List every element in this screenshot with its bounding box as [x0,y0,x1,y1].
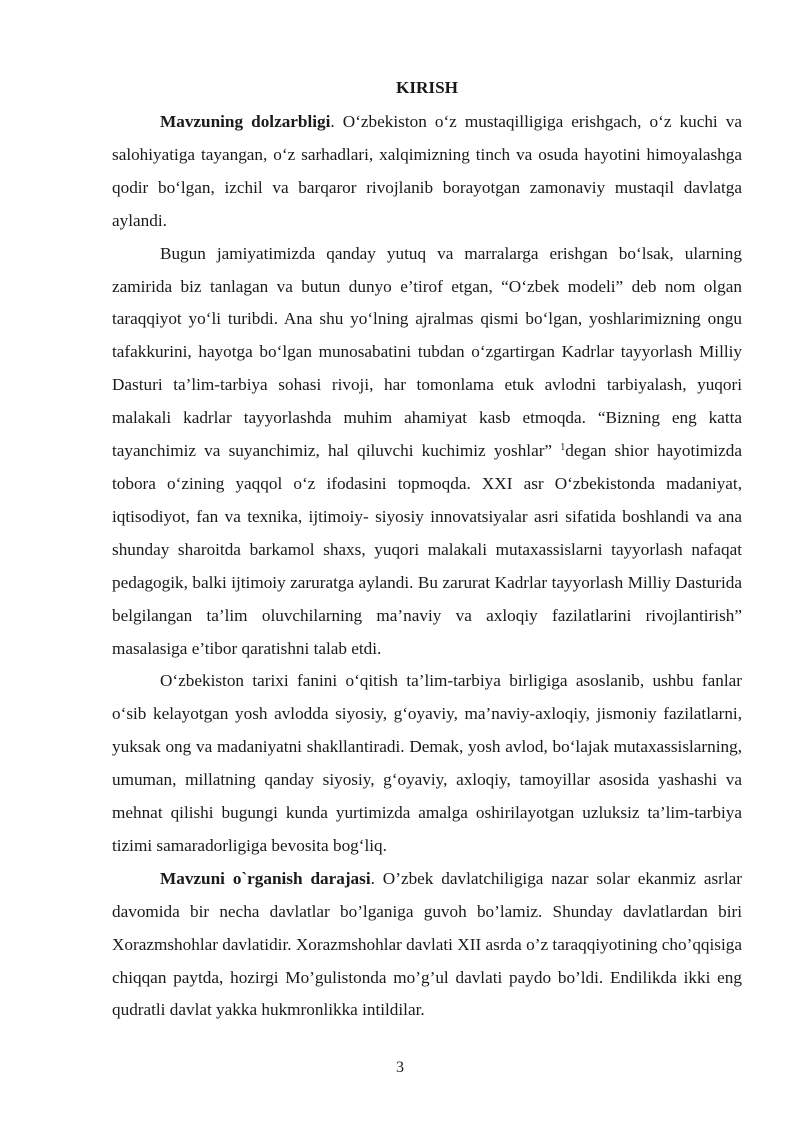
paragraph-history-teaching: O‘zbekiston tarixi fanini o‘qitish ta’lim-tarbiya birligiga asoslanib, ushbu fanlar o‘sib kelayotgan yosh avlodda siyosiy, g‘oyaviy, ma’naviy-axloqiy, jismoniy fazilatlarni, yuksak ong va madaniyatni shakllantiradi. Demak, yosh avlod, bo‘lajak mutaxassislarning, umuman, millatning qanday siyosiy, g‘oyaviy, axloqiy, tamoyillar asosida yashashi va mehnat qilishi bugungi kunda yurtimizda amalga oshirilayotgan uzluksiz ta’lim-tarbiya tizimi samaradorligiga bevosita bog‘liq. [112,671,742,855]
paragraph-uzbek-model-text-2: degan shior hayotimizda tobora o‘zining yaqqol o‘z ifodasini topmoqda. XXI asr O‘zbekistonda madaniyat, iqtisodiyot, fan va texnika, ijtimoiy- siyosiy innovatsiyalar asri sifatida boshlandi va ana shunday sharoitda barkamol shaxs, yuqori malakali mutaxassislarni tayyorlash nafaqat pedagogik, balki ijtimoiy zaruratga aylandi. Bu zarurat Kadrlar tayyorlash Milliy Dasturida belgilangan ta’lim oluvchilarning ma’naviy va axloqiy fazilatlarini rivojlantirish” masalasiga e’tibor qaratishni talab etdi. [112,441,743,658]
paragraph-relevance-text: . O‘zbekiston o‘z mustaqilligiga erishgach, o‘z kuchi va salohiyatiga tayangan, o‘z sarhadlari, xalqimizning tinch va osuda hayotini himoyalashga qodir bo‘lgan, izchil va barqaror rivojlanib borayotgan zamonaviy mustaqil davlatga aylandi. [112,112,742,230]
footnote-marker[interactable]: 1 [560,442,566,454]
heading-study-level: Mavzuni o`rganish darajasi [160,868,371,888]
paragraph-uzbek-model-text-1: Bugun jamiyatimizda qanday yutuq va marralarga erishgan bo‘lsak, ularning zamirida biz tanlagan va butun dunyo e’tirof etgan, “O‘zbek modeli” deb nom olgan taraqqiyot yo‘li turibdi. Ana shu yo‘lning ajralmas qismi bo‘lgan, yoshlarimizning ongu tafakkurini, hayotga bo‘lgan munosabatini tubdan o‘zgartirgan Kadrlar tayyorlash Milliy Dasturi ta’lim-tarbiya sohasi rivoji, har tomonlama etuk avlodni tarbiyalash, yuqori malakali kadrlar tayyorlashda muhim ahamiyat kasb etmoqda. “Bizning eng katta tayanchimiz va suyanchimiz, hal qiluvchi kuchimiz yoshlar” [112,243,742,461]
paragraph-relevance [112,106,742,238]
paragraph-study-level-text: . O’zbek davlatchiligiga nazar solar ekanmiz asrlar davomida bir necha davlatlar bo’lganiga guvoh bo’lamiz. Shunday davlatlardan biri Xorazmshohlar davlatidir. Xorazmshohlar davlati XII asrda o’z taraqqiyotining cho’qqisiga chiqqan paytda, hozirgi Mo’gulistonda mo’g’ul davlati paydo bo’ldi. Endilikda ikki eng qudratli davlat yakka hukmronlikka intildilar. [112,868,742,1020]
paragraph-uzbek-model [112,238,742,666]
page-number: 3 [396,1059,404,1076]
section-title: KIRISH [395,78,459,97]
document-page [112,74,742,1027]
heading-relevance: Mavzuning dolzarbligi [160,112,331,131]
paragraph-study-level [112,863,742,1028]
